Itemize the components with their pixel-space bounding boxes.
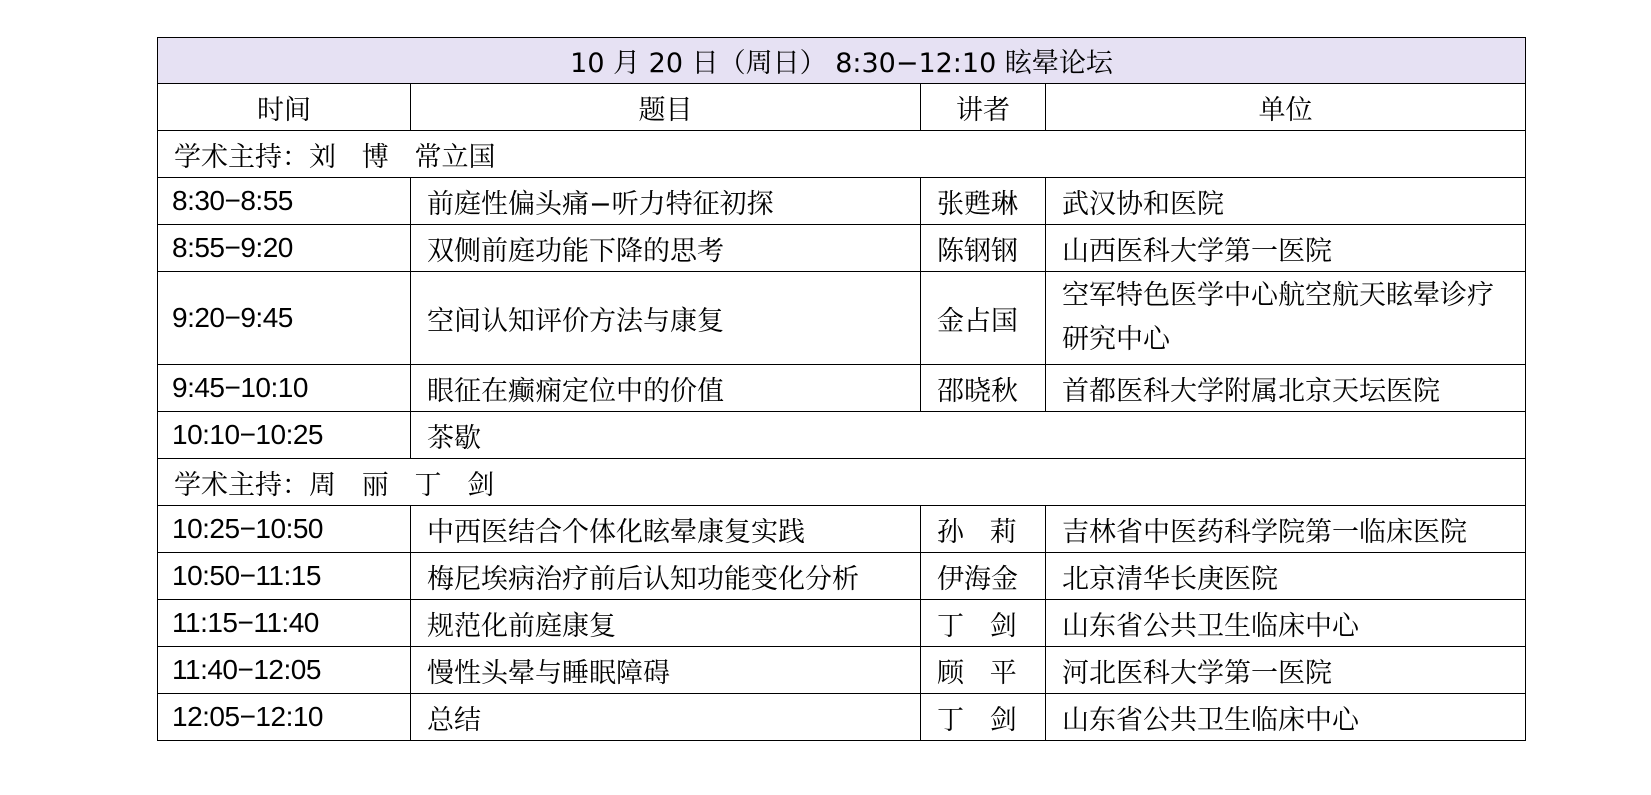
row-time: 11:40−12:05 [158,647,411,694]
header-topic: 题目 [411,84,921,131]
table-row [158,647,1526,694]
row-unit: 吉林省中医药科学院第一临床医院 [1046,506,1526,553]
session-chair: 学术主持：刘 博 常立国 [158,131,1526,178]
row-topic: 规范化前庭康复 [411,600,921,647]
row-speaker: 顾 平 [921,647,1046,694]
title-row [158,38,1526,84]
row-time: 11:15−11:40 [158,600,411,647]
row-speaker: 丁 剑 [921,694,1046,741]
header-time: 时间 [158,84,411,131]
row-speaker: 孙 莉 [921,506,1046,553]
row-time: 8:30−8:55 [158,178,411,225]
session-chair-row [158,459,1526,506]
header-speaker: 讲者 [921,84,1046,131]
row-speaker: 伊海金 [921,553,1046,600]
table-row [158,553,1526,600]
row-topic: 前庭性偏头痛−听力特征初探 [411,178,921,225]
row-unit: 首都医科大学附属北京天坛医院 [1046,365,1526,412]
table-row [158,225,1526,272]
row-topic: 梅尼埃病治疗前后认知功能变化分析 [411,553,921,600]
row-speaker: 丁 剑 [921,600,1046,647]
row-unit: 山东省公共卫生临床中心 [1046,694,1526,741]
row-topic: 双侧前庭功能下降的思考 [411,225,921,272]
table-row [158,272,1526,365]
row-topic: 空间认知评价方法与康复 [411,272,921,365]
row-topic: 中西医结合个体化眩晕康复实践 [411,506,921,553]
table-row [158,694,1526,741]
row-speaker: 张甦琳 [921,178,1046,225]
break-label: 茶歇 [411,412,1526,459]
header-row [158,84,1526,131]
row-unit: 北京清华长庚医院 [1046,553,1526,600]
row-unit: 河北医科大学第一医院 [1046,647,1526,694]
row-time: 10:25−10:50 [158,506,411,553]
session-chair: 学术主持：周 丽 丁 剑 [158,459,1526,506]
table-row [158,600,1526,647]
row-unit: 山东省公共卫生临床中心 [1046,600,1526,647]
header-unit: 单位 [1046,84,1526,131]
row-topic: 慢性头晕与睡眠障碍 [411,647,921,694]
row-time: 9:45−10:10 [158,365,411,412]
break-time: 10:10−10:25 [158,412,411,459]
row-time: 8:55−9:20 [158,225,411,272]
row-speaker: 金占国 [921,272,1046,365]
row-topic: 总结 [411,694,921,741]
row-topic: 眼征在癫痫定位中的价值 [411,365,921,412]
row-time: 9:20−9:45 [158,272,411,365]
row-time: 10:50−11:15 [158,553,411,600]
row-unit: 空军特色医学中心航空航天眩晕诊疗研究中心 [1046,272,1526,365]
table-row [158,178,1526,225]
session-chair-row [158,131,1526,178]
row-speaker: 陈钢钢 [921,225,1046,272]
table-row [158,365,1526,412]
break-row [158,412,1526,459]
schedule-table [157,37,1526,741]
row-unit: 山西医科大学第一医院 [1046,225,1526,272]
row-speaker: 邵晓秋 [921,365,1046,412]
row-unit: 武汉协和医院 [1046,178,1526,225]
table-title: 10 月 20 日（周日） 8:30−12:10 眩晕论坛 [158,38,1526,84]
row-time: 12:05−12:10 [158,694,411,741]
table-row [158,506,1526,553]
